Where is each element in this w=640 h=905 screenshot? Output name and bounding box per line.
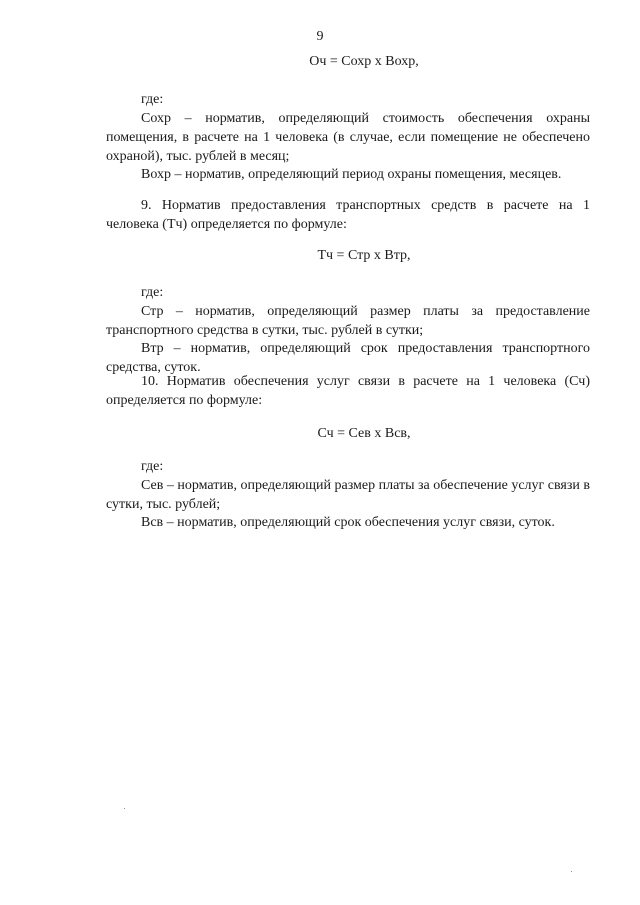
item-10: 10. Норматив обеспечения услуг связи в расчете на 1 человека (Сч) определяется по формуле: xyxy=(106,374,590,408)
page-number: 9 xyxy=(316,29,324,44)
where-label-2: где: xyxy=(141,285,164,300)
definition-vtr: Втр – норматив, определяющий срок предоставления транспортного средства, суток. xyxy=(106,341,590,375)
where-label-3: где: xyxy=(141,459,164,474)
definition-vsv: Всв – норматив, определяющий срок обеспечения услуг связи, суток. xyxy=(141,515,555,530)
definition-vokhr: Вохр – норматив, определяющий период охраны помещения, месяцев. xyxy=(141,167,562,182)
definition-sokhr: Сохр – норматив, определяющий стоимость обеспечения охраны помещения, в расчете на 1 человека (в случае, если помещение не обеспечено охраной), тыс. рублей в месяц; xyxy=(106,111,590,164)
formula-transport: Тч = Стр х Втр, xyxy=(317,248,411,263)
formula-protection: Оч = Сохр х Вохр, xyxy=(309,54,419,69)
scan-speck xyxy=(124,808,125,809)
formula-communication: Сч = Сев х Всв, xyxy=(317,426,411,441)
where-label-1: где: xyxy=(141,92,164,107)
definition-sev: Сев – норматив, определяющий размер платы за обеспечение услуг связи в сутки, тыс. рублей; xyxy=(106,478,590,512)
item-9: 9. Норматив предоставления транспортных средств в расчете на 1 человека (Тч) определяется по формуле: xyxy=(106,198,590,232)
scan-speck xyxy=(571,871,572,872)
definition-str: Стр – норматив, определяющий размер платы за предоставление транспортного средства в сутки, тыс. рублей в сутки; xyxy=(106,304,590,338)
